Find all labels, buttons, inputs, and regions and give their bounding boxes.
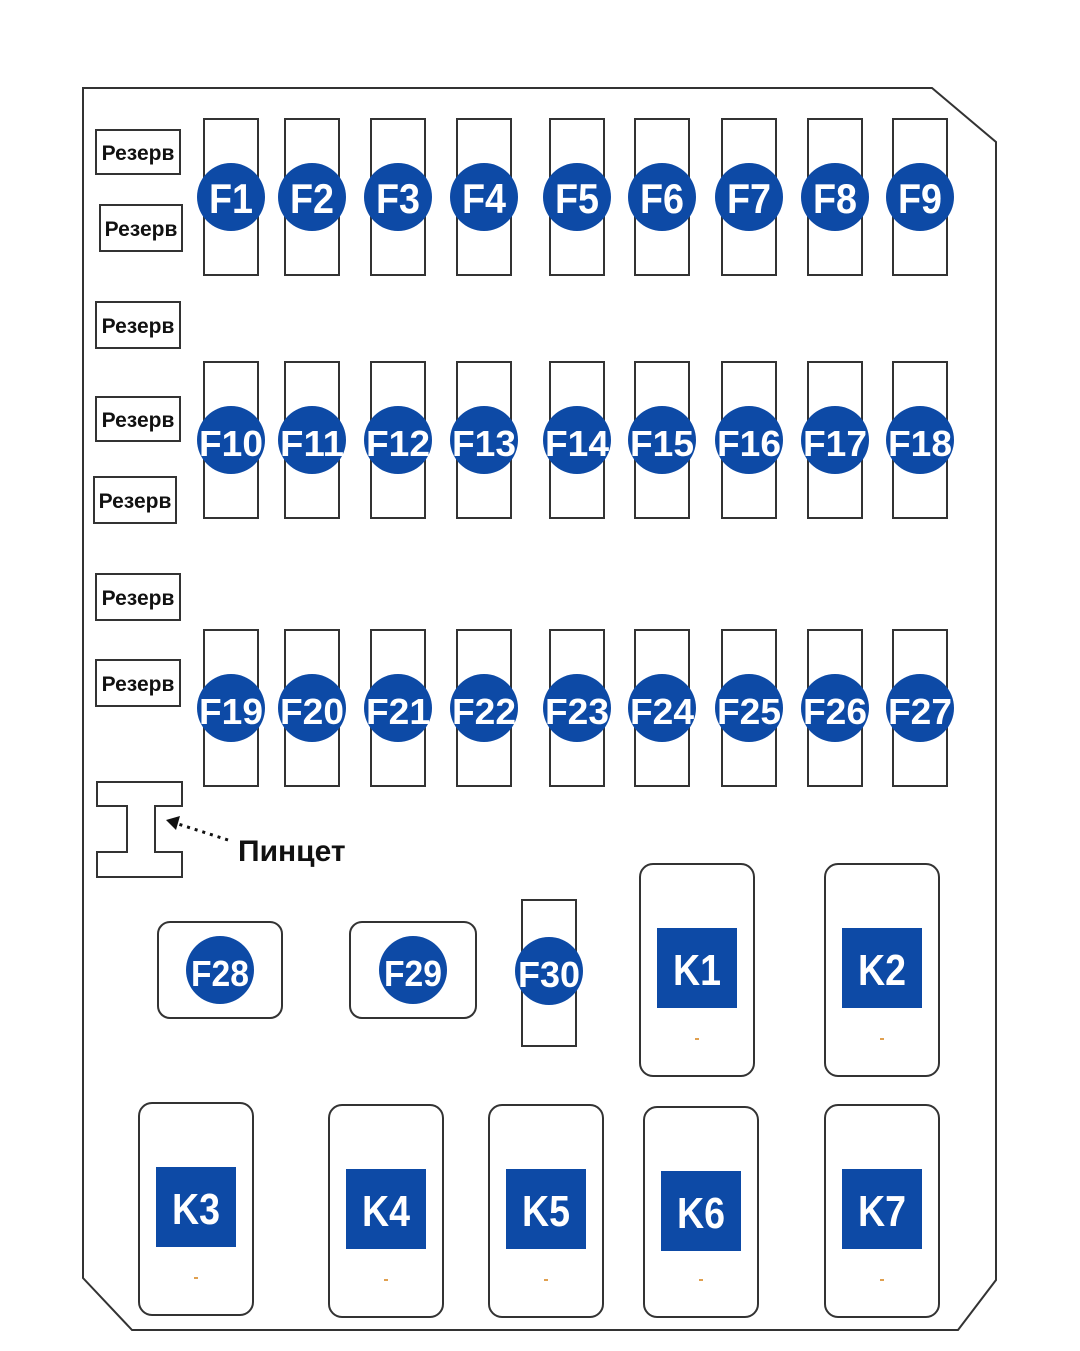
fuse-f21	[364, 630, 432, 786]
fuse-label: F29	[384, 953, 442, 994]
fuse-label: F12	[366, 423, 430, 464]
fuse-label: F13	[452, 423, 516, 464]
reserve-label: Резерв	[101, 142, 175, 165]
fuse-label: F3	[376, 175, 420, 222]
fuse-f3	[364, 119, 432, 275]
fuse-f24	[628, 630, 696, 786]
fuse-f14	[543, 362, 611, 518]
fuse-f10	[197, 362, 265, 518]
relay-label: K2	[858, 946, 906, 995]
fuse-f23	[543, 630, 611, 786]
reserve-label: Резерв	[101, 587, 175, 610]
relay-label: K6	[677, 1189, 725, 1238]
fuse-label: F26	[803, 691, 867, 732]
fuse-label: F7	[727, 175, 771, 222]
fuse-label: F18	[888, 423, 952, 464]
fuse-label: F6	[640, 175, 684, 222]
reserve-label: Резерв	[101, 409, 175, 432]
fuse-label: F25	[717, 691, 781, 732]
fuse-f1	[197, 119, 265, 275]
fuse-label: F11	[280, 423, 344, 464]
reserve-slot	[96, 574, 180, 620]
relay-k6	[644, 1107, 758, 1317]
relay-k5	[489, 1105, 603, 1317]
fuse-f28	[158, 922, 282, 1018]
relay-label: K3	[172, 1185, 220, 1234]
fuse-f19	[197, 630, 265, 786]
fuse-label: F21	[366, 691, 430, 732]
reserve-slot	[96, 302, 180, 348]
relay-k4	[329, 1105, 443, 1317]
fuse-f7	[715, 119, 783, 275]
relay-k1	[640, 864, 754, 1076]
fuse-label: F23	[545, 691, 609, 732]
relay-k7	[825, 1105, 939, 1317]
fuse-label: F10	[199, 423, 263, 464]
fuse-label: F1	[209, 175, 253, 222]
fuse-f25	[715, 630, 783, 786]
fuse-f30	[515, 900, 583, 1046]
fuse-label: F4	[462, 175, 507, 222]
fuse-f6	[628, 119, 696, 275]
fuse-label: F9	[898, 175, 942, 222]
fuse-f11	[278, 362, 346, 518]
fuse-f8	[801, 119, 869, 275]
reserve-label: Резерв	[101, 315, 175, 338]
fuse-f27	[886, 630, 954, 786]
fuse-label: F24	[630, 691, 694, 732]
reserve-slot	[94, 477, 176, 523]
fuse-label: F8	[813, 175, 857, 222]
relay-label: K4	[362, 1187, 411, 1236]
fuse-label: F22	[452, 691, 516, 732]
fuse-f15	[628, 362, 696, 518]
reserve-slot	[96, 397, 180, 441]
fuse-f5	[543, 119, 611, 275]
fuse-f22	[450, 630, 518, 786]
relay-label: K7	[858, 1187, 906, 1236]
fuse-label: F2	[290, 175, 334, 222]
relay-k2	[825, 864, 939, 1076]
fuse-label: F20	[280, 691, 344, 732]
fuse-f17	[801, 362, 869, 518]
fuse-f12	[364, 362, 432, 518]
fuse-f26	[801, 630, 869, 786]
fuse-label: F30	[518, 954, 580, 995]
tweezers-label: Пинцет	[238, 835, 346, 868]
fuse-f2	[278, 119, 346, 275]
fuse-label: F27	[888, 691, 952, 732]
fuse-f20	[278, 630, 346, 786]
reserve-slot	[100, 205, 182, 251]
fuse-f13	[450, 362, 518, 518]
fuse-label: F14	[545, 423, 609, 464]
fuse-f18	[886, 362, 954, 518]
relay-label: K5	[522, 1187, 570, 1236]
reserve-label: Резерв	[98, 490, 172, 513]
fuse-label: F16	[717, 423, 781, 464]
reserve-slot	[96, 130, 180, 174]
relay-label: K1	[673, 946, 721, 995]
reserve-slot	[96, 660, 180, 706]
fuse-f9	[886, 119, 954, 275]
fuse-label: F15	[630, 423, 694, 464]
fuse-label: F5	[555, 175, 599, 222]
fuse-label: F19	[199, 691, 263, 732]
reserve-label: Резерв	[104, 218, 178, 241]
fuse-label: F28	[191, 953, 249, 994]
fuse-f29	[350, 922, 476, 1018]
fuse-label: F17	[803, 423, 867, 464]
relay-k3	[139, 1103, 253, 1315]
reserve-label: Резерв	[101, 673, 175, 696]
fuse-f4	[450, 119, 518, 275]
fuse-f16	[715, 362, 783, 518]
